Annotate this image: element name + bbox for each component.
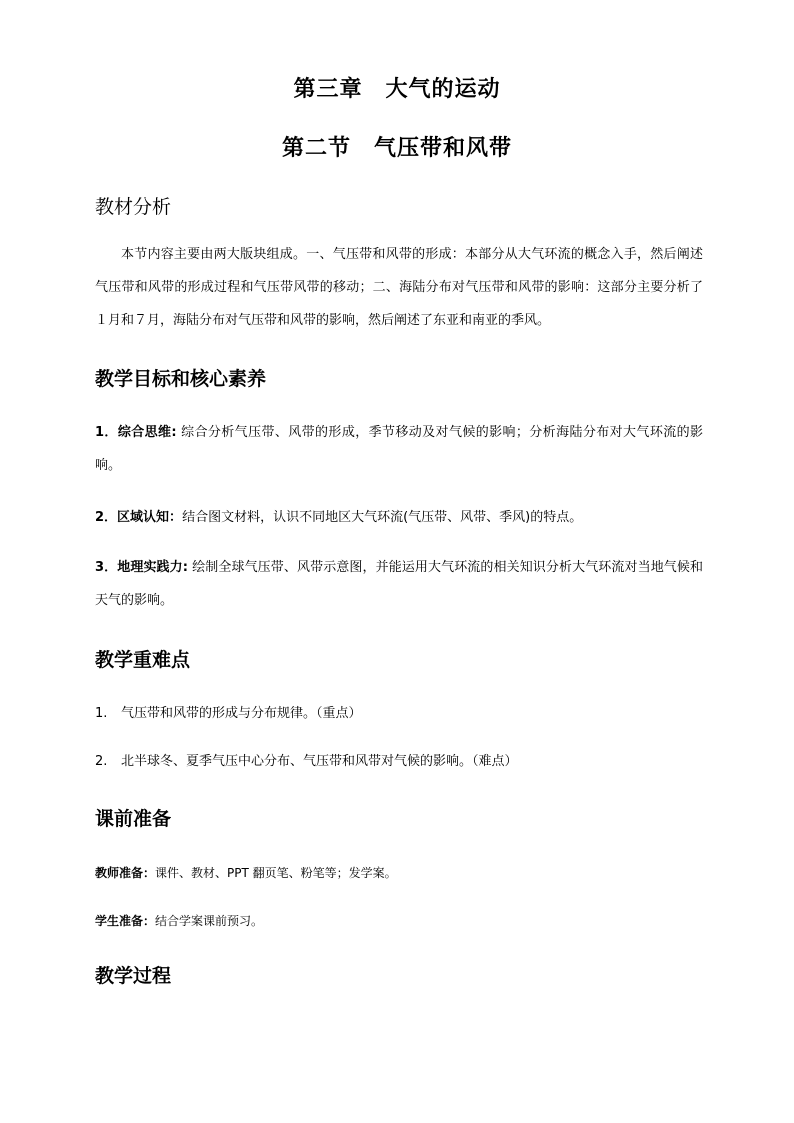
keypoint-item-1 [95, 704, 703, 724]
teacher-preparation [95, 863, 397, 883]
process-heading: 教学过程 [95, 965, 172, 987]
objective-label: 地理实践力: [117, 560, 188, 575]
objective-text: 综合分析气压带、风带的形成，季节移动及对气候的影响；分析海陆分布对大气环流的影响。 [95, 425, 703, 473]
section-title: 第二节 气压带和风带 [281, 136, 512, 161]
objective-number: 1． [95, 425, 118, 440]
objectives-heading: 教学目标和核心素养 [95, 368, 267, 390]
objective-label: 区域认知： [117, 510, 183, 525]
student-preparation-label: 学生准备： [95, 914, 156, 928]
keypoint-text: 北半球冬、夏季气压中心分布、气压带和风带对气候的影响。（难点） [121, 754, 518, 769]
keypoint-item-2 [95, 752, 703, 772]
analysis-heading: 教材分析 [95, 196, 172, 218]
objective-item-3 [95, 551, 703, 617]
keypoint-text: 气压带和风带的形成与分布规律。（重点） [121, 706, 362, 721]
objective-item-2 [95, 501, 703, 534]
keypoints-heading: 教学重难点 [95, 649, 191, 671]
keypoint-number: 2. [95, 754, 108, 769]
student-preparation-text: 结合学案课前预习。 [155, 914, 264, 928]
teacher-preparation-text: 课件、教材、PPT 翻页笔、粉笔等；发学案。 [155, 866, 397, 880]
preparation-heading: 课前准备 [95, 808, 172, 830]
student-preparation [95, 911, 263, 931]
chapter-title: 第三章 大气的运动 [293, 77, 501, 102]
objective-label: 综合思维: [117, 425, 177, 440]
objective-number: 2． [95, 510, 118, 525]
objective-text: 结合图文材料，认识不同地区大气环流(气压带、风带、季风)的特点。 [182, 510, 583, 525]
objective-item-1 [95, 416, 703, 482]
objective-text: 绘制全球气压带、风带示意图，并能运用大气环流的相关知识分析大气环流对当地气候和天气的影响。 [95, 560, 703, 608]
analysis-paragraph: 本节内容主要由两大版块组成。一、气压带和风带的形成：本部分从大气环流的概念入手，然后阐述气压带和风带的形成过程和气压带风带的移动；二、海陆分布对气压带和风带的影响：这部分主要分析了１月和７月，海陆分布对气压带和风带的影响，然后阐述了东亚和南亚的季风。 [95, 247, 703, 328]
keypoint-number: 1. [95, 706, 108, 721]
teacher-preparation-label: 教师准备： [95, 866, 156, 880]
objective-number: 3． [95, 560, 118, 575]
